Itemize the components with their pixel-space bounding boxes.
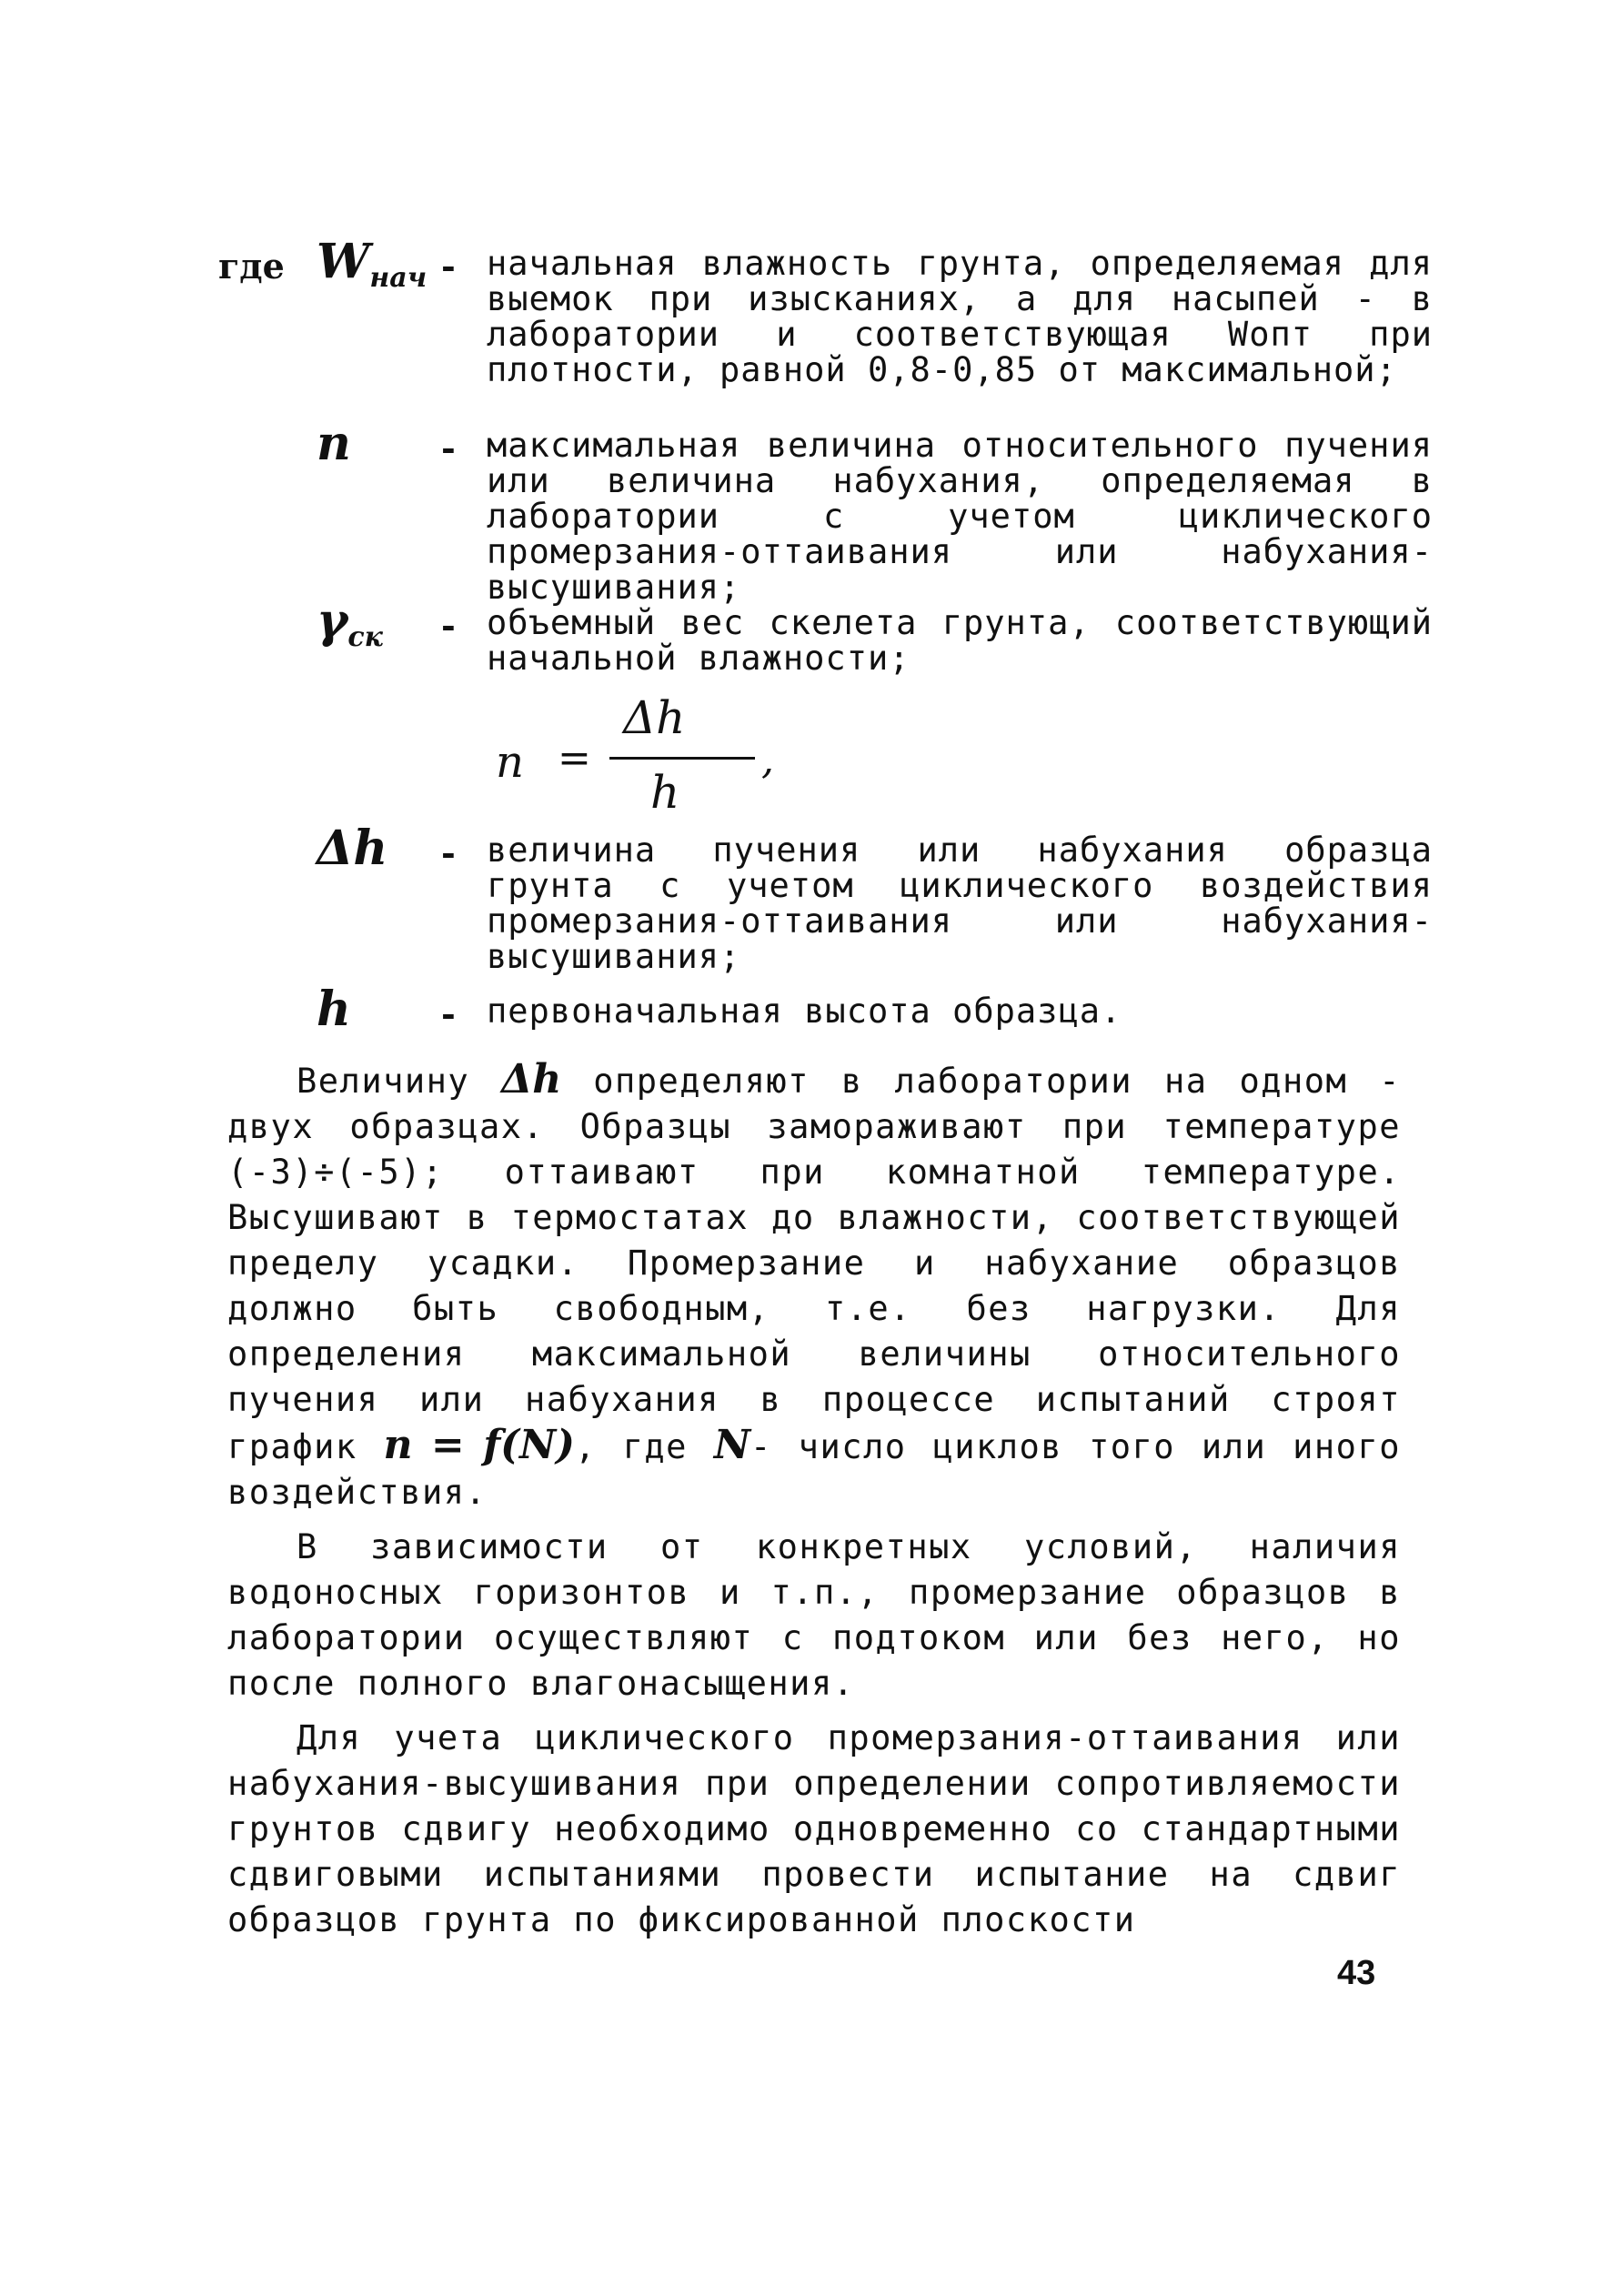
formula-comma: , — [761, 737, 774, 783]
paragraph: В зависимости от конкретных условий, наличия водоносных горизонтов и т.п., промерзание образцов в лаборатории осуществляют с подтоком или без него, но после полного влагонасыщения. — [227, 1527, 1401, 1703]
definition-symbol: h — [317, 982, 351, 1037]
definition-dash: - — [441, 993, 456, 1034]
formula-numerator: Δh — [623, 691, 686, 744]
formula-lhs: n — [496, 737, 524, 788]
definition-text: первоначальная высота образца. — [487, 992, 1122, 1031]
page-number: 43 — [1337, 1954, 1376, 1992]
inline-formula: n = f(N) — [383, 1422, 575, 1468]
definition-dash: - — [441, 246, 456, 287]
inline-symbol: Δh — [501, 1056, 562, 1103]
inline-symbol: N — [713, 1422, 751, 1468]
definition-dash: - — [441, 605, 456, 646]
paragraph-text: , где — [574, 1427, 688, 1466]
definition-text: объемный вес скелета грунта, соответствующий начальной влажности; — [487, 603, 1433, 678]
formula-relative-heave — [496, 691, 787, 828]
paragraph-text: Величину — [297, 1062, 470, 1101]
paragraph-text: определяют в лаборатории на одном - двух образцах. Образцы замораживают при температуре (-3)÷(-5); оттаивают при комнатной температуре. Высушивают в термостатах до влажности, соответствующей пределу усадки. Промерзание и набухание образцов должно быть свободным, т.е. без нагрузки. Для определения максимальной величины относительного пучения или набухания в процессе испытаний строят график — [227, 1062, 1402, 1466]
paragraph: Для учета циклического промерзания-оттаивания или набухания-высушивания при определении сопротивляемости грунтов сдвигу необходимо одновременно со стандартными сдвиговыми испытаниями провести испытание на сдвиг образцов грунта по фиксированной плоскости — [227, 1718, 1401, 1939]
definition-dash: - — [441, 428, 456, 468]
paragraph-text: - число циклов того или иного воздействия. — [227, 1427, 1401, 1512]
formula-fraction-bar — [609, 757, 755, 760]
paragraph — [227, 1057, 1401, 1516]
definition-symbol: Δh — [317, 821, 388, 876]
formula-equals: = — [558, 735, 591, 781]
definition-text: максимальная величина относительного пучения или величина набухания, определяемая в лаборатории с учетом циклического промерзания-оттаивания или набухания-высушивания; — [487, 426, 1433, 607]
formula-denominator: h — [650, 766, 680, 819]
definition-symbol: $\gamma_{ск}$ — [317, 593, 383, 653]
definition-symbol: $W_{нач}$ — [317, 234, 428, 294]
definition-symbol: n — [317, 416, 351, 471]
definition-dash: - — [441, 832, 456, 873]
definition-lead: где — [218, 246, 285, 287]
definition-text: начальная влажность грунта, определяемая для выемок при изысканиях, а для насыпей - в лаборатории и соответствующая Wопт при плотности, равной 0,8-0,85 от максимальной; — [487, 244, 1433, 389]
body-text — [227, 1057, 1401, 1952]
definition-text: величина пучения или набухания образца грунта с учетом циклического воздействия промерзания-оттаивания или набухания-высушивания; — [487, 831, 1433, 976]
